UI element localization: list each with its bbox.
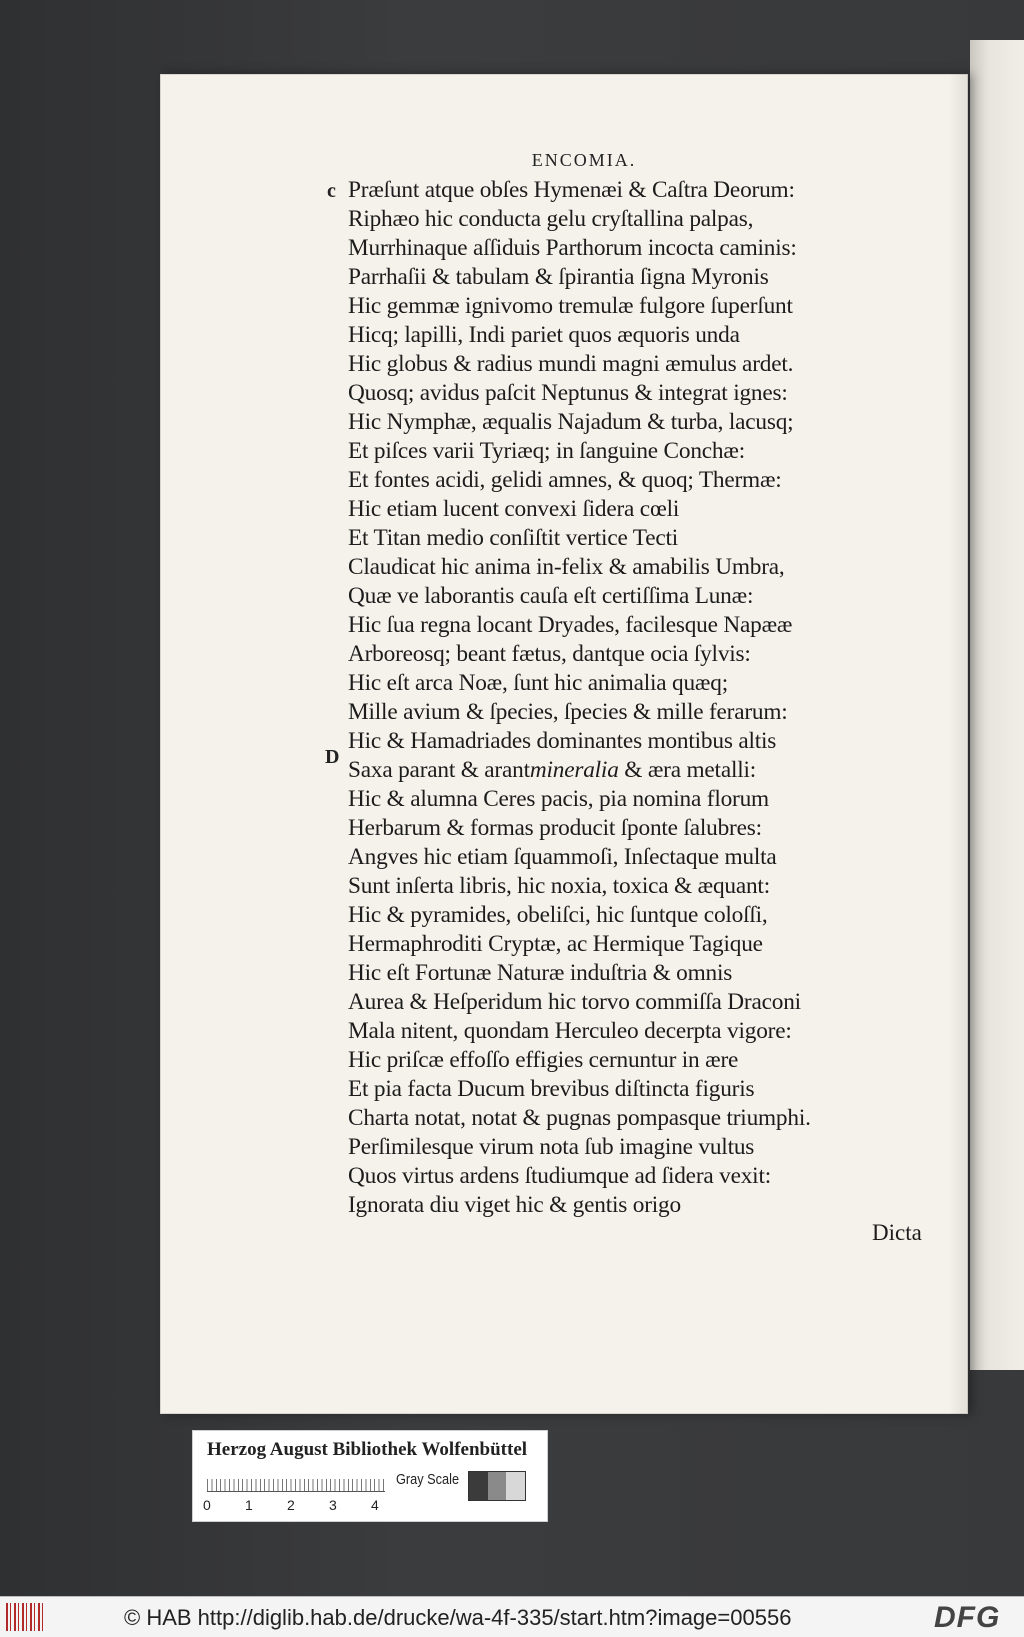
running-head: ENCOMIA. bbox=[531, 150, 637, 170]
verse-line: Hermaphroditi Cryptæ, ac Hermique Tagique bbox=[348, 931, 763, 957]
verse-line: Hic eſt arca Noæ, ſunt hic animalia quæq; bbox=[348, 670, 728, 696]
copyright-url[interactable]: © HAB http://diglib.hab.de/drucke/wa-4f-335/start.htm?image=00556 bbox=[124, 1605, 792, 1630]
verse-line: Quos virtus ardens ſtudiumque ad ſidera vexit: bbox=[348, 1163, 771, 1189]
ruler-number: 0 bbox=[203, 1497, 211, 1513]
verse-line: Perſimilesque virum nota ſub imagine vultus bbox=[348, 1134, 755, 1160]
verse-line: Hic & pyramides, obeliſci, hic ſuntque coloſſi, bbox=[348, 902, 768, 928]
verse-line: Hicq; lapilli, Indi pariet quos æquoris unda bbox=[348, 322, 740, 348]
verse-line: Hic globus & radius mundi magni æmulus ardet. bbox=[348, 351, 794, 377]
verse-line: Hic etiam lucent convexi ſidera cœli bbox=[348, 496, 680, 522]
verse-line: Parrhaſii & tabulam & ſpirantia ſigna Myronis bbox=[348, 264, 769, 290]
catchword: Dicta bbox=[872, 1220, 922, 1245]
verse-line: Claudicat hic anima in-felix & amabilis Umbra, bbox=[348, 554, 785, 580]
marginal-letter-c: c bbox=[327, 180, 336, 202]
verse-line: Et fontes acidi, gelidi amnes, & quoq; Thermæ: bbox=[348, 467, 782, 493]
library-name: Herzog August Bibliothek Wolfenbüttel bbox=[207, 1439, 528, 1460]
verse-line: Et piſces varii Tyriæq; in ſanguine Conchæ: bbox=[348, 438, 745, 464]
ruler-number: 4 bbox=[371, 1497, 379, 1513]
measurement-ruler bbox=[207, 1471, 385, 1492]
verse-line-tail: & æra metalli: bbox=[618, 757, 757, 783]
italic-word: mineralia bbox=[529, 757, 619, 783]
gray-swatch-mid bbox=[488, 1472, 507, 1500]
ruler-number: 1 bbox=[245, 1497, 253, 1513]
hab-barcode-icon bbox=[6, 1603, 46, 1631]
verse-line: Præſunt atque obſes Hymenæi & Caſtra Deorum: bbox=[348, 177, 795, 203]
verse-line: Hic gemmæ ignivomo tremulæ fulgore ſuperſunt bbox=[348, 293, 793, 319]
gray-swatch-dark bbox=[469, 1472, 488, 1500]
verse-line: Ignorata diu viget hic & gentis origo bbox=[348, 1192, 681, 1218]
ruler-number: 3 bbox=[329, 1497, 337, 1513]
verse-line: Aurea & Heſperidum hic torvo commiſſa Draconi bbox=[348, 989, 801, 1015]
verse-line: Quosq; avidus paſcit Neptunus & integrat ignes: bbox=[348, 380, 788, 406]
verse-line: Hic priſcæ effoſſo effigies cernuntur in ære bbox=[348, 1047, 739, 1073]
verse-line: Et pia facta Ducum brevibus diſtincta figuris bbox=[348, 1076, 755, 1102]
marginal-letter-d: D bbox=[325, 746, 340, 768]
verse-line: Quæ ve laborantis cauſa eſt certiſſima Lunæ: bbox=[348, 583, 754, 609]
verse-line: Hic eſt Fortunæ Naturæ induſtria & omnis bbox=[348, 960, 733, 986]
viewer-footer bbox=[0, 1596, 1024, 1637]
verse-block bbox=[348, 176, 948, 1220]
ruler-numbers bbox=[203, 1497, 393, 1515]
ruler-number: 2 bbox=[287, 1497, 295, 1513]
verse-line-mixed bbox=[348, 756, 948, 785]
verse-line: Hic & Hamadriades dominantes montibus altis bbox=[348, 728, 777, 754]
verse-line: Arboreosq; beant fætus, dantque ocia ſylvis: bbox=[348, 641, 751, 667]
facing-page-edge bbox=[970, 40, 1024, 1370]
verse-line: Sunt inſerta libris, hic noxia, toxica & æquant: bbox=[348, 873, 770, 899]
verse-line: Herbarum & formas producit ſponte ſalubres: bbox=[348, 815, 762, 841]
verse-line-head: Saxa parant & arant bbox=[348, 757, 530, 783]
dfg-logo: DFG bbox=[934, 1601, 1001, 1634]
gray-scale-swatches bbox=[468, 1471, 526, 1501]
book-page bbox=[160, 74, 968, 1414]
verse-line: Mille avium & ſpecies, ſpecies & mille ferarum: bbox=[348, 699, 788, 725]
verse-line: Mala nitent, quondam Herculeo decerpta vigore: bbox=[348, 1018, 792, 1044]
verse-line: Et Titan medio conſiſtit vertice Tecti bbox=[348, 525, 679, 551]
verse-line: Hic Nymphæ, æqualis Najadum & turba, lacusq; bbox=[348, 409, 794, 435]
verse-line: Angves hic etiam ſquammoſi, Inſectaque multa bbox=[348, 844, 777, 870]
gray-swatch-light bbox=[506, 1472, 525, 1500]
library-color-card bbox=[192, 1430, 548, 1522]
gray-scale-label: Gray Scale bbox=[396, 1471, 460, 1488]
verse-line: Riphæo hic conducta gelu cryſtallina palpas, bbox=[348, 206, 754, 232]
verse-line: Murrhinaque aſſiduis Parthorum incocta caminis: bbox=[348, 235, 797, 261]
verse-line: Charta notat, notat & pugnas pompasque triumphi. bbox=[348, 1105, 811, 1131]
verse-line: Hic & alumna Ceres pacis, pia nomina florum bbox=[348, 786, 769, 812]
verse-line: Hic ſua regna locant Dryades, facilesque Napææ bbox=[348, 612, 793, 638]
